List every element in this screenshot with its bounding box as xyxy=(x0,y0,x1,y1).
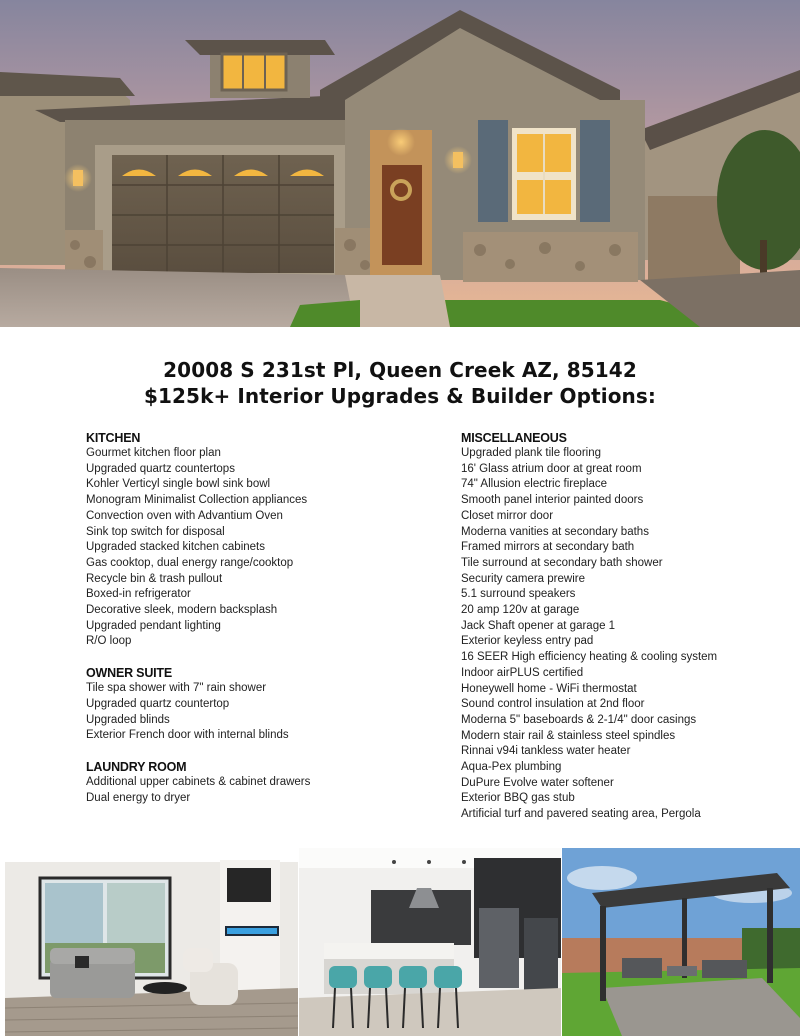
list-item: Exterior keyless entry pad xyxy=(461,635,594,648)
list-item: Rinnai v94i tankless water heater xyxy=(461,745,631,758)
list-item: Framed mirrors at secondary bath xyxy=(461,541,635,554)
list-item: Gas cooktop, dual energy range/cooktop xyxy=(86,556,294,569)
list-item: Moderna 5" baseboards & 2-1/4" door casings xyxy=(461,713,697,726)
list-item: 74" Allusion electric fireplace xyxy=(461,478,607,491)
list-item: Jack Shaft opener at garage 1 xyxy=(461,619,616,632)
section-heading: LAUNDRY ROOM xyxy=(86,759,187,774)
list-item: Upgraded pendant lighting xyxy=(86,619,221,632)
feature-list xyxy=(86,775,436,806)
right-column xyxy=(461,430,791,838)
list-item: R/O loop xyxy=(86,635,132,648)
section-heading: MISCELLANEOUS xyxy=(461,431,567,445)
list-item: Indoor airPLUS certified xyxy=(461,666,584,679)
list-item: Upgraded plank tile flooring xyxy=(461,447,602,459)
list-item: Convection oven with Advantium Oven xyxy=(86,509,283,522)
section-heading: OWNER SUITE xyxy=(86,666,172,681)
section-heading: KITCHEN xyxy=(86,431,141,445)
list-item: Upgraded quartz countertop xyxy=(86,697,230,710)
backyard-pergola-photo xyxy=(562,848,800,1036)
list-item: Exterior French door with internal blinds xyxy=(86,729,289,742)
list-item: 16' Glass atrium door at great room xyxy=(461,462,642,475)
miscellaneous-section xyxy=(461,430,791,823)
owner-suite-section xyxy=(86,665,436,744)
list-item: Decorative sleek, modern backsplash xyxy=(86,604,278,617)
feature-list xyxy=(86,681,436,744)
list-item: Monogram Minimalist Collection appliances xyxy=(86,494,308,507)
feature-list xyxy=(461,446,791,823)
list-item: DuPure Evolve water softener xyxy=(461,776,614,789)
list-item: Kohler Verticyl single bowl sink bowl xyxy=(86,478,271,491)
left-column xyxy=(86,430,436,821)
list-item: 20 amp 120v at garage xyxy=(461,604,580,617)
list-item: 16 SEER High efficiency heating & cooling system xyxy=(461,651,718,664)
list-item: Closet mirror door xyxy=(461,509,554,522)
list-item: Upgraded quartz countertops xyxy=(86,462,235,475)
list-item: Honeywell home - WiFi thermostat xyxy=(461,682,637,695)
list-item: Gourmet kitchen floor plan xyxy=(86,447,221,459)
photo-gallery xyxy=(0,848,800,1036)
list-item: Additional upper cabinets & cabinet drawers xyxy=(86,775,311,788)
list-item: Tile surround at secondary bath shower xyxy=(461,556,663,569)
upgrades-subtitle: $125k+ Interior Upgrades & Builder Options: xyxy=(144,384,656,408)
list-item: Dual energy to dryer xyxy=(86,791,191,804)
list-item: Artificial turf and pavered seating area, Pergola xyxy=(461,808,701,821)
list-item: Security camera prewire xyxy=(461,572,585,585)
laundry-room-section xyxy=(86,759,436,806)
house-exterior-photo xyxy=(0,0,800,327)
list-item: Sink top switch for disposal xyxy=(86,525,225,538)
living-room-photo xyxy=(5,848,298,1036)
title-block xyxy=(0,357,800,409)
list-item: Boxed-in refrigerator xyxy=(86,588,191,601)
list-item: Smooth panel interior painted doors xyxy=(461,494,644,507)
list-item: Upgraded stacked kitchen cabinets xyxy=(86,541,265,554)
list-item: Exterior BBQ gas stub xyxy=(461,792,575,805)
list-item: Moderna vanities at secondary baths xyxy=(461,525,649,538)
list-item: Recycle bin & trash pullout xyxy=(86,572,223,585)
list-item: Sound control insulation at 2nd floor xyxy=(461,698,645,711)
kitchen-section xyxy=(86,430,436,650)
kitchen-photo xyxy=(299,848,561,1036)
list-item: Upgraded blinds xyxy=(86,713,170,726)
list-item: 5.1 surround speakers xyxy=(461,588,576,601)
list-item: Aqua-Pex plumbing xyxy=(461,761,562,774)
list-item: Tile spa shower with 7" rain shower xyxy=(86,682,267,695)
feature-list xyxy=(86,446,436,650)
property-address: 20008 S 231st Pl, Queen Creek AZ, 85142 xyxy=(163,358,637,382)
list-item: Modern stair rail & stainless steel spindles xyxy=(461,729,676,742)
